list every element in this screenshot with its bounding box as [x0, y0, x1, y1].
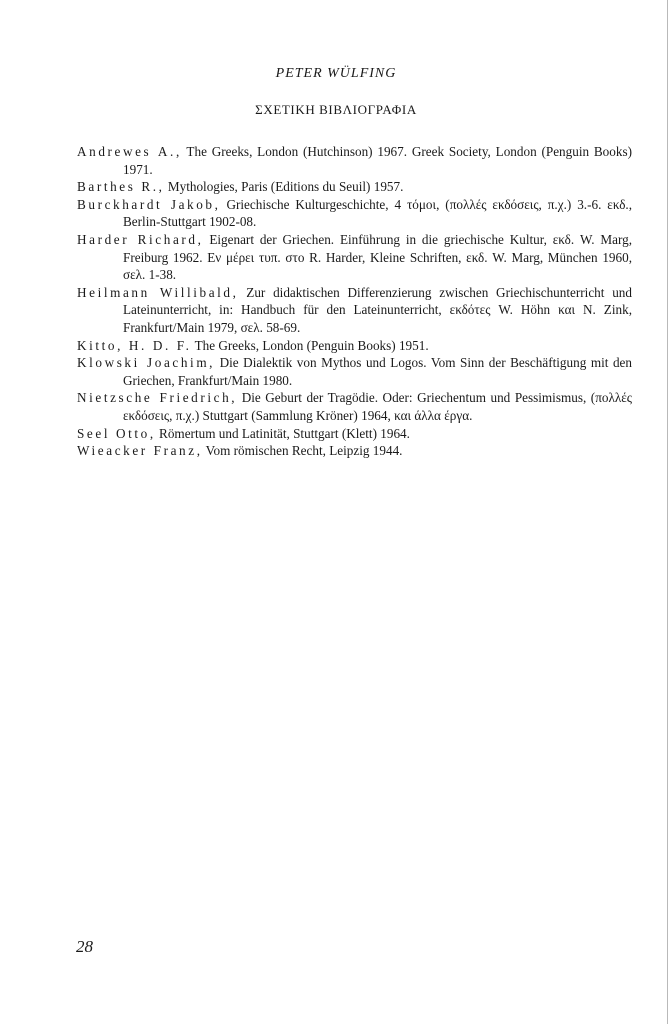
- bibliography-list: [77, 143, 632, 460]
- entry-text: Die Geburt der Tragödie. Oder: Griechentum und Pessimismus, (πολλές εκδόσεις, π.χ.) Stuttgart (Sammlung Kröner) 1964, και άλλα έργα.: [123, 390, 632, 423]
- entry-author: Nietzsche Friedrich,: [77, 390, 238, 406]
- bibliography-entry: [77, 425, 632, 443]
- entry-text: The Greeks, London (Hutchinson) 1967. Greek Society, London (Penguin Books) 1971.: [123, 144, 632, 177]
- section-title: ΣΧΕΤΙΚΗ ΒΙΒΛΙΟΓΡΑΦΙΑ: [255, 102, 417, 117]
- entry-author: Heilmann Willibald,: [77, 284, 239, 300]
- entry-author: Seel Otto,: [77, 425, 156, 441]
- running-header: PETER WÜLFING: [275, 66, 397, 81]
- entry-text: Die Dialektik von Mythos und Logos. Vom Sinn der Beschäftigung mit den Griechen, Frankfurt/Main 1980.: [123, 355, 632, 388]
- page-number: 28: [76, 937, 93, 956]
- entry-author: Klowski Joachim,: [77, 355, 216, 371]
- entry-text: Eigenart der Griechen. Einführung in die griechische Kultur, εκδ. W. Marg, Freiburg 1962. Εν μέρει τυπ. στο R. Harder, Kleine Schriften, εκδ. W. Marg, München 1960, σελ. 1-38.: [123, 231, 632, 283]
- page-edge-line: [667, 0, 668, 1024]
- entry-author: Kitto, H. D. F.: [77, 337, 192, 353]
- entry-text: Mythologies, Paris (Editions du Seuil) 1957.: [164, 179, 404, 195]
- bibliography-entry: [77, 231, 632, 284]
- entry-author: Harder Richard,: [77, 231, 204, 247]
- entry-text: Zur didaktischen Differenzierung zwischen Griechischunterricht und Lateinunterricht, in: Handbuch für den Lateinunterricht, εκδότες W. Höhn και N. Zink, Frankfurt/Main 1979, σελ. 58-69.: [123, 284, 632, 335]
- bibliography-entry: [77, 178, 632, 196]
- entry-author: Wieacker Franz,: [77, 443, 203, 459]
- entry-text: Griechische Kulturgeschichte, 4 τόμοι, (πολλές εκδόσεις, π.χ.) 3.-6. εκδ., Berlin-Stuttgart 1902-08.: [123, 196, 633, 230]
- bibliography-entry: [77, 442, 632, 460]
- bibliography-entry: [77, 196, 632, 231]
- entry-author: Barthes R.,: [77, 179, 165, 195]
- entry-text: Vom römischen Recht, Leipzig 1944.: [202, 443, 403, 459]
- bibliography-entry: [77, 337, 632, 355]
- bibliography-entry: [77, 284, 632, 337]
- entry-author: Burckhardt Jakob,: [77, 196, 221, 212]
- bibliography-entry: [77, 389, 632, 424]
- entry-text: The Greeks, London (Penguin Books) 1951.: [191, 337, 429, 353]
- bibliography-entry: [77, 143, 632, 178]
- bibliography-entry: [77, 354, 632, 389]
- entry-text: Römertum und Latinität, Stuttgart (Klett) 1964.: [155, 425, 410, 441]
- entry-author: Andrewes A.,: [77, 144, 182, 159]
